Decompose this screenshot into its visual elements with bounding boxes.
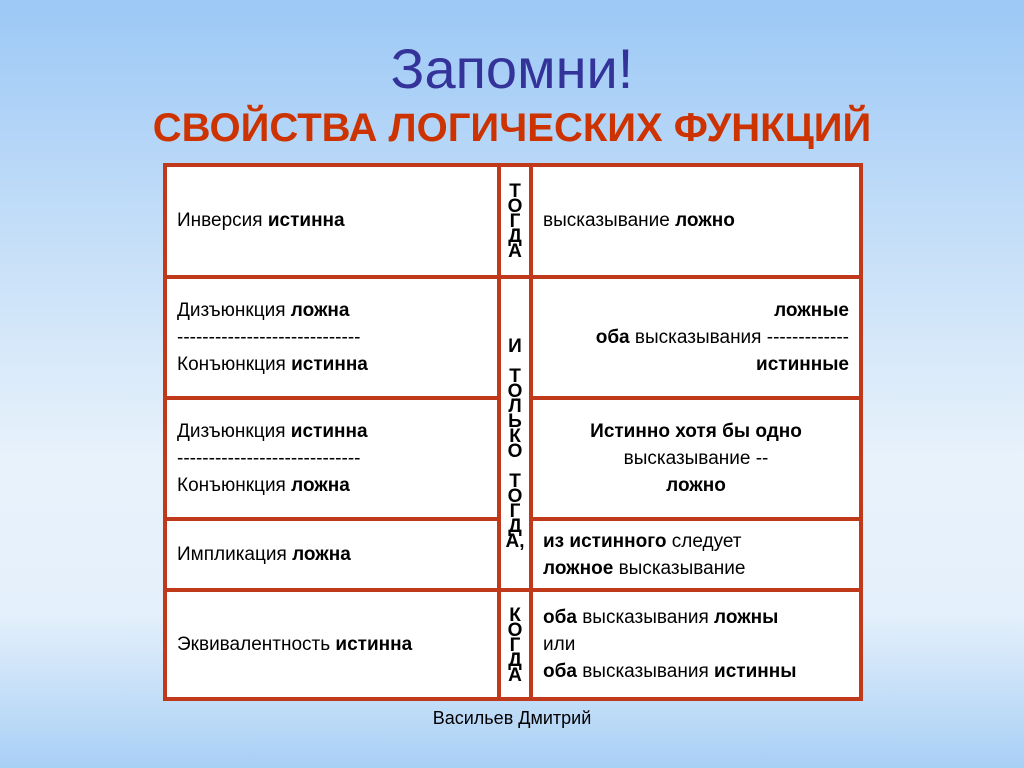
- condition-normal: Эквивалентность: [177, 634, 336, 656]
- connector-char: К: [509, 425, 521, 447]
- row-result: [531, 165, 861, 277]
- connector-char: О: [507, 196, 523, 218]
- connector-char: Г: [509, 500, 521, 522]
- connector-char: Д: [508, 226, 522, 248]
- connector-middle: [499, 277, 531, 590]
- condition-bold: истинна: [267, 210, 345, 232]
- result-bold: из истинного: [543, 530, 667, 552]
- result-normal: высказывания: [576, 607, 715, 629]
- result-bold: ложное: [543, 557, 614, 579]
- condition-bold: ложна: [290, 299, 350, 321]
- dashed-separator: -----------------------------: [177, 326, 361, 348]
- properties-grid: [163, 163, 863, 701]
- connector-char: О: [507, 485, 523, 507]
- connector-char: Т: [509, 470, 521, 492]
- condition-bold: истинна: [290, 421, 368, 443]
- connector-char: Л: [508, 395, 522, 417]
- connector-char: А: [508, 665, 522, 687]
- page-subtitle: СВОЙСТВА ЛОГИЧЕСКИХ ФУНКЦИЙ: [152, 106, 872, 150]
- connector-char: Г: [509, 635, 521, 657]
- dashed-separator: -----------------------------: [177, 448, 361, 470]
- condition-bold: ложна: [291, 475, 350, 497]
- condition-normal: Дизъюнкция: [177, 421, 291, 443]
- result-bold: оба: [595, 326, 630, 348]
- result-normal: следует: [666, 530, 742, 552]
- connector-char: И: [508, 335, 522, 357]
- condition-normal: Импликация: [177, 544, 293, 566]
- result-bold: оба: [543, 661, 577, 683]
- author-name: Васильев Дмитрий: [432, 708, 592, 728]
- connector-char: Т: [509, 365, 521, 387]
- result-normal: высказывание --: [623, 448, 769, 470]
- table-row: [165, 590, 861, 699]
- table-row: [165, 165, 861, 277]
- condition-normal: Конъюнкция: [177, 353, 292, 375]
- row-result: [531, 590, 861, 699]
- result-bold: ложны: [714, 607, 779, 629]
- connector-char: О: [507, 440, 523, 462]
- connector-char: К: [509, 605, 521, 627]
- result-normal: высказывания -------------: [629, 326, 849, 348]
- connector-char: Д: [508, 515, 522, 537]
- result-bold: Истинно хотя бы одно: [590, 421, 802, 443]
- row-condition: [165, 277, 499, 398]
- connector-char: А,: [505, 530, 525, 552]
- connector-char: А: [508, 241, 522, 263]
- condition-normal: Дизъюнкция: [177, 299, 291, 321]
- connector-char: О: [507, 380, 523, 402]
- connector-top: [499, 165, 531, 277]
- row-condition: [165, 165, 499, 277]
- row-condition: [165, 519, 499, 590]
- result-bold: ложно: [675, 210, 735, 232]
- result-bold: ложно: [666, 475, 726, 497]
- condition-normal: Конъюнкция: [177, 475, 292, 497]
- table-row: [165, 277, 861, 398]
- row-condition: [165, 590, 499, 699]
- row-result: [531, 398, 861, 519]
- page-title: Запомни!: [390, 37, 634, 100]
- connector-bottom: [499, 590, 531, 699]
- condition-bold: истинна: [335, 634, 413, 656]
- row-result: [531, 519, 861, 590]
- result-normal: высказывание: [543, 210, 676, 232]
- result-bold: истинные: [756, 353, 849, 375]
- result-normal: или: [543, 634, 576, 656]
- condition-bold: ложна: [292, 544, 351, 566]
- connector-char: Г: [509, 211, 521, 233]
- result-normal: высказывания: [576, 661, 715, 683]
- result-bold: истинны: [714, 661, 797, 683]
- properties-table: [163, 163, 863, 701]
- row-condition: [165, 398, 499, 519]
- result-bold: оба: [543, 607, 577, 629]
- row-result: [531, 277, 861, 398]
- connector-char: Т: [509, 181, 521, 203]
- result-normal: высказывание: [613, 557, 746, 579]
- connector-char: Ь: [508, 410, 522, 432]
- condition-bold: истинна: [291, 353, 368, 375]
- result-bold: ложные: [774, 299, 849, 321]
- connector-char: О: [507, 620, 523, 642]
- condition-normal: Инверсия: [177, 210, 268, 232]
- connector-char: Д: [508, 650, 522, 672]
